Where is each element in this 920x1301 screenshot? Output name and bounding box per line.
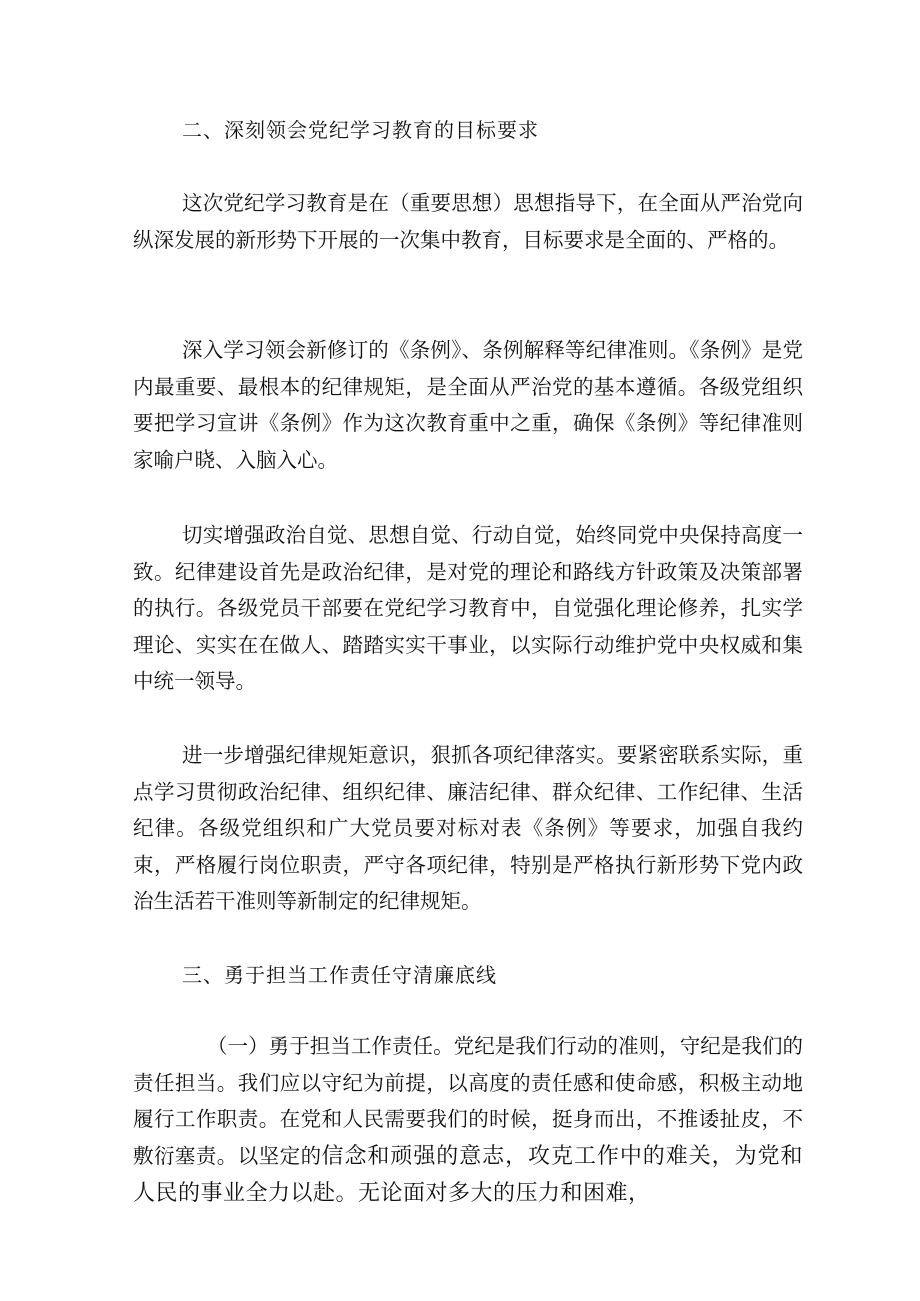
section-3-paragraph-1 xyxy=(133,1028,803,1213)
section-2-paragraph-4: 进一步增强纪律规矩意识，狠抓各项纪律落实。要紧密联系实际，重点学习贯彻政治纪律、组织纪律、廉洁纪律、群众纪律、工作纪律、生活纪律。各级党组织和广大党员要对标对表《条例》等要求，加强自我约束，严格履行岗位职责，严守各项纪律，特别是严格执行新形势下党内政治生活若干准则等新制定的纪律规矩。 xyxy=(133,743,803,913)
section-2-heading: 二、深刻领会党纪学习教育的目标要求 xyxy=(182,118,539,142)
section-2-paragraph-2: 深入学习领会新修订的《条例》、条例解释等纪律准则。《条例》是党内最重要、最根本的纪律规矩，是全面从严治党的基本遵循。各级党组织要把学习宣讲《条例》作为这次教育重中之重，确保《条例》等纪律准则家喻户晓、入脑入心。 xyxy=(133,338,803,472)
section-2-paragraph-1: 这次党纪学习教育是在（重要思想）思想指导下，在全面从严治党向纵深发展的新形势下开展的一次集中教育，目标要求是全面的、严格的。 xyxy=(133,191,803,252)
section-2-paragraph-3: 切实增强政治自觉、思想自觉、行动自觉，始终同党中央保持高度一致。纪律建设首先是政治纪律，是对党的理论和路线方针政策及决策部署的执行。各级党员干部要在党纪学习教育中，自觉强化理论修养，扎实学理论、实实在在做人、踏踏实实干事业，以实际行动维护党中央权威和集中统一领导。 xyxy=(133,523,803,693)
section-3-paragraph-1-text: （一）勇于担当工作责任。党纪是我们行动的准则，守纪是我们的责任担当。我们应以守纪为前提，以高度的责任感和使命感，积极主动地履行工作职责。在党和人民需要我们的时候，挺身而出，不推诿扯皮，不敷衍塞责。以坚定的 xyxy=(133,1034,803,1168)
section-3-paragraph-1-tail: 信念和顽强的意志，攻克工作中的难关，为党和人民的事业全力以赴。无论面对多大的压力和困难， xyxy=(133,1143,803,1206)
section-3-heading: 三、勇于担当工作责任守清廉底线 xyxy=(182,963,497,987)
